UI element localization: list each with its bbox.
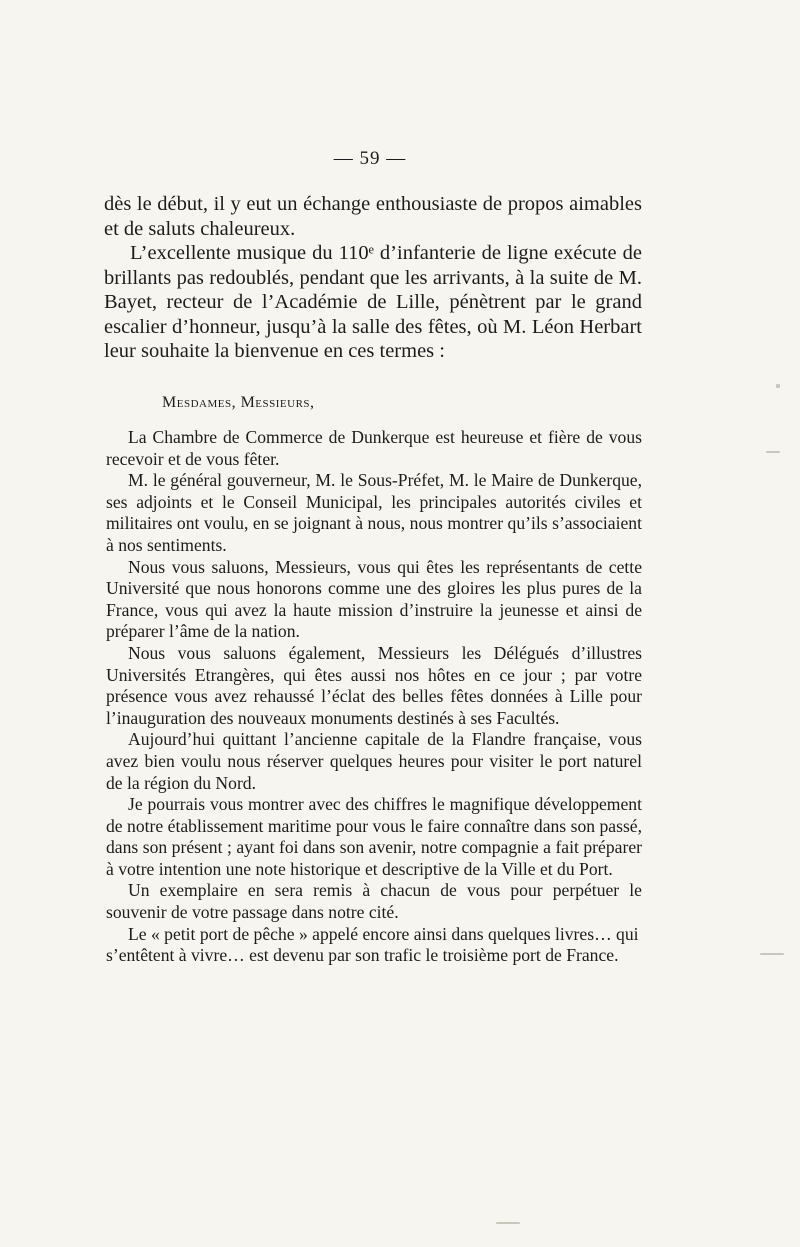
speech-paragraph: Un exemplaire en sera remis à chacun de vous pour perpétuer le souvenir de votre passage dans notre cité. [106,880,642,923]
paper-speck [776,384,780,388]
speech-paragraph: Je pourrais vous montrer avec des chiffres le magnifique développement de notre établissement maritime pour vous le faire connaître dans son passé, dans son présent ; ayant foi dans son avenir, notre compagnie a fait préparer à votre intention une note historique et descriptive de la Ville et du Port. [106,794,642,879]
speech-paragraph: Le « petit port de pêche » appelé encore ainsi dans quelques livres… qui s’entêtent à vivre… est devenu par son trafic le troisième port de France. [106,923,639,966]
speech-paragraph: Aujourd’hui quittant l’ancienne capitale de la Flandre française, vous avez bien voulu nous réserver quelques heures pour visiter le port naturel de la région du Nord. [106,729,642,793]
paper-speck [760,953,784,955]
speech-text [106,427,642,967]
speech-paragraph: Nous vous saluons également, Messieurs les Délégués d’illustres Universités Etrangères, qui êtes aussi nos hôtes en ce jour ; par votre présence vous avez rehaussé l’éclat des belles fêtes données à Lille pour l’inauguration des nouveaux monuments destinés à ses Facultés. [106,642,642,728]
page-number: — 59 — [333,148,407,169]
paper-speck [496,1222,520,1224]
paper-speck [766,451,780,453]
intro-paragraph: dès le début, il y eut un échange enthousiaste de propos aimables et de saluts chaleureux. [104,193,642,240]
intro-paragraph: L’excellente musique du 110ᵉ d’infanterie de ligne exécute de brillants pas redoublés, pendant que les arrivants, à la suite de M. Bayet, recteur de l’Académie de Lille, pénètrent par le grand escalier d’honneur, jusqu’à la salle des fêtes, où M. Léon Herbart leur souhaite la bienvenue en ces termes : [104,242,642,362]
speech-paragraph: Nous vous saluons, Messieurs, vous qui êtes les représentants de cette Université que nous honorons comme une des gloires les plus pures de la France, vous qui avez la haute mission d’instruire la jeunesse et ainsi de préparer l’âme de la nation. [106,556,642,642]
speech-paragraph: La Chambre de Commerce de Dunkerque est heureuse et fière de vous recevoir et de vous fêter. [106,427,642,469]
salutation: Mesdames, Messieurs, [162,394,315,411]
speech-paragraph: M. le général gouverneur, M. le Sous-Préfet, M. le Maire de Dunkerque, ses adjoints et le Conseil Municipal, les principales autorités civiles et militaires ont voulu, en se joignant à nous, nous montrer qu’ils s’associaient à nos sentiments. [106,470,642,555]
intro-text [104,192,642,364]
